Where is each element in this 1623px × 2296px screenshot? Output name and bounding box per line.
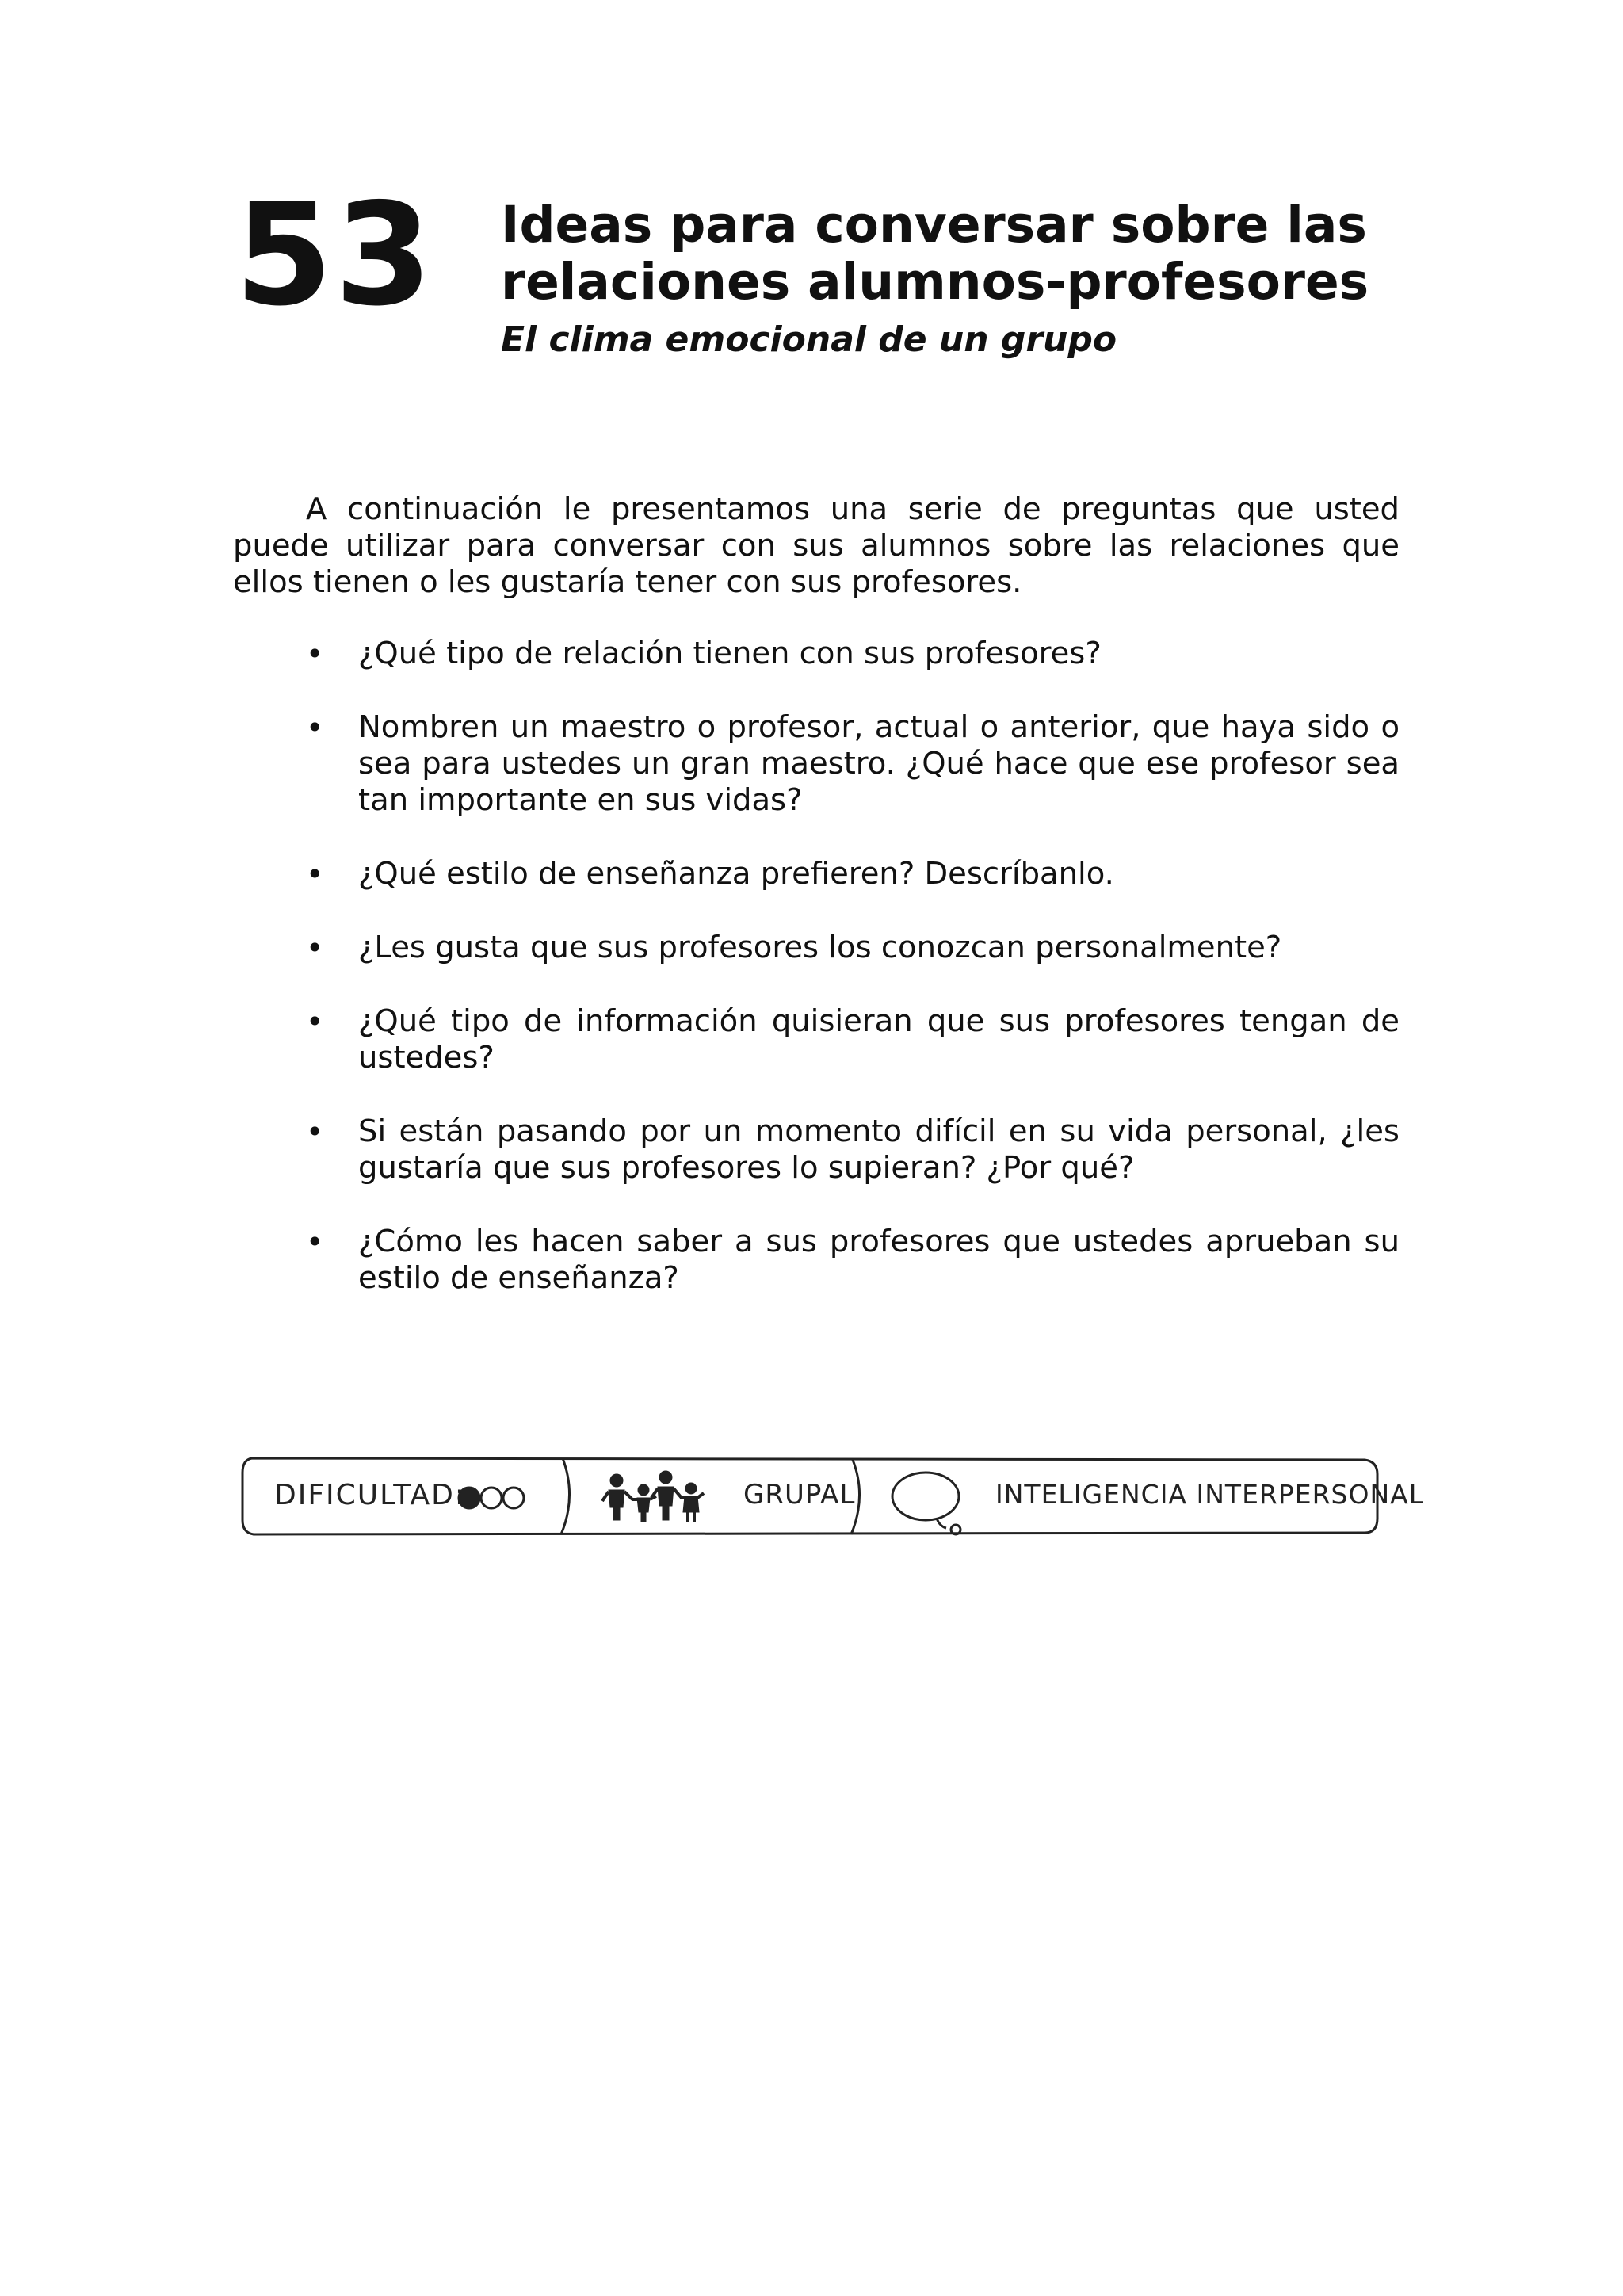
bullet-icon: •	[306, 1114, 324, 1149]
question-item	[233, 1003, 1400, 1076]
title-block	[501, 197, 1404, 361]
bullet-icon: •	[306, 710, 324, 745]
bullet-icon: •	[306, 930, 324, 965]
question-text: ¿Cómo les hacen saber a sus profesores que ustedes aprueban su estilo de enseñanza?	[358, 1224, 1400, 1296]
question-text: Si están pasando por un momento difícil en su vida personal, ¿les gustaría que sus profesores lo supieran? ¿Por qué?	[358, 1114, 1400, 1186]
question-text: Nombren un maestro o profesor, actual o anterior, que haya sido o sea para ustedes un gran maestro. ¿Qué hace que ese profesor sea tan importante en sus vidas?	[358, 709, 1400, 818]
speech-bubble-icon	[892, 1473, 960, 1534]
bullet-icon: •	[306, 1004, 324, 1039]
group-label: GRUPAL	[743, 1479, 856, 1511]
question-item	[233, 930, 1400, 966]
bullet-icon: •	[306, 857, 324, 892]
question-text: ¿Les gusta que sus profesores los conozcan personalmente?	[358, 930, 1282, 965]
question-item	[233, 709, 1400, 819]
subtitle: El clima emocional de un grupo	[501, 319, 1117, 360]
question-item	[233, 1114, 1400, 1186]
difficulty-dots-icon	[459, 1488, 524, 1508]
title-line-1: Ideas para conversar sobre las	[501, 196, 1367, 254]
title-line-2: relaciones alumnos-profesores	[501, 253, 1369, 311]
intro-paragraph: A continuación le presentamos una serie de preguntas que usted puede utilizar para conversar con sus alumnos sobre las relaciones que ellos tienen o les gustaría tener con sus profesores.	[233, 491, 1400, 600]
difficulty-label: DIFICULTAD:	[274, 1479, 466, 1511]
question-text: ¿Qué tipo de relación tienen con sus profesores?	[358, 636, 1102, 671]
activity-info-box	[239, 1455, 1425, 1538]
question-item	[233, 636, 1400, 672]
bullet-icon: •	[306, 636, 324, 671]
question-text: ¿Qué estilo de enseñanza prefieren? Descríbanlo.	[358, 856, 1114, 892]
group-people-icon	[602, 1471, 704, 1522]
question-item	[233, 856, 1400, 892]
question-item	[233, 1224, 1400, 1297]
skill-label: INTELIGENCIA INTERPERSONAL	[995, 1479, 1425, 1510]
question-text: ¿Qué tipo de información quisieran que sus profesores tengan de ustedes?	[358, 1003, 1400, 1075]
question-list	[233, 636, 1400, 1334]
bullet-icon: •	[306, 1224, 324, 1259]
activity-number: 53	[235, 173, 434, 337]
